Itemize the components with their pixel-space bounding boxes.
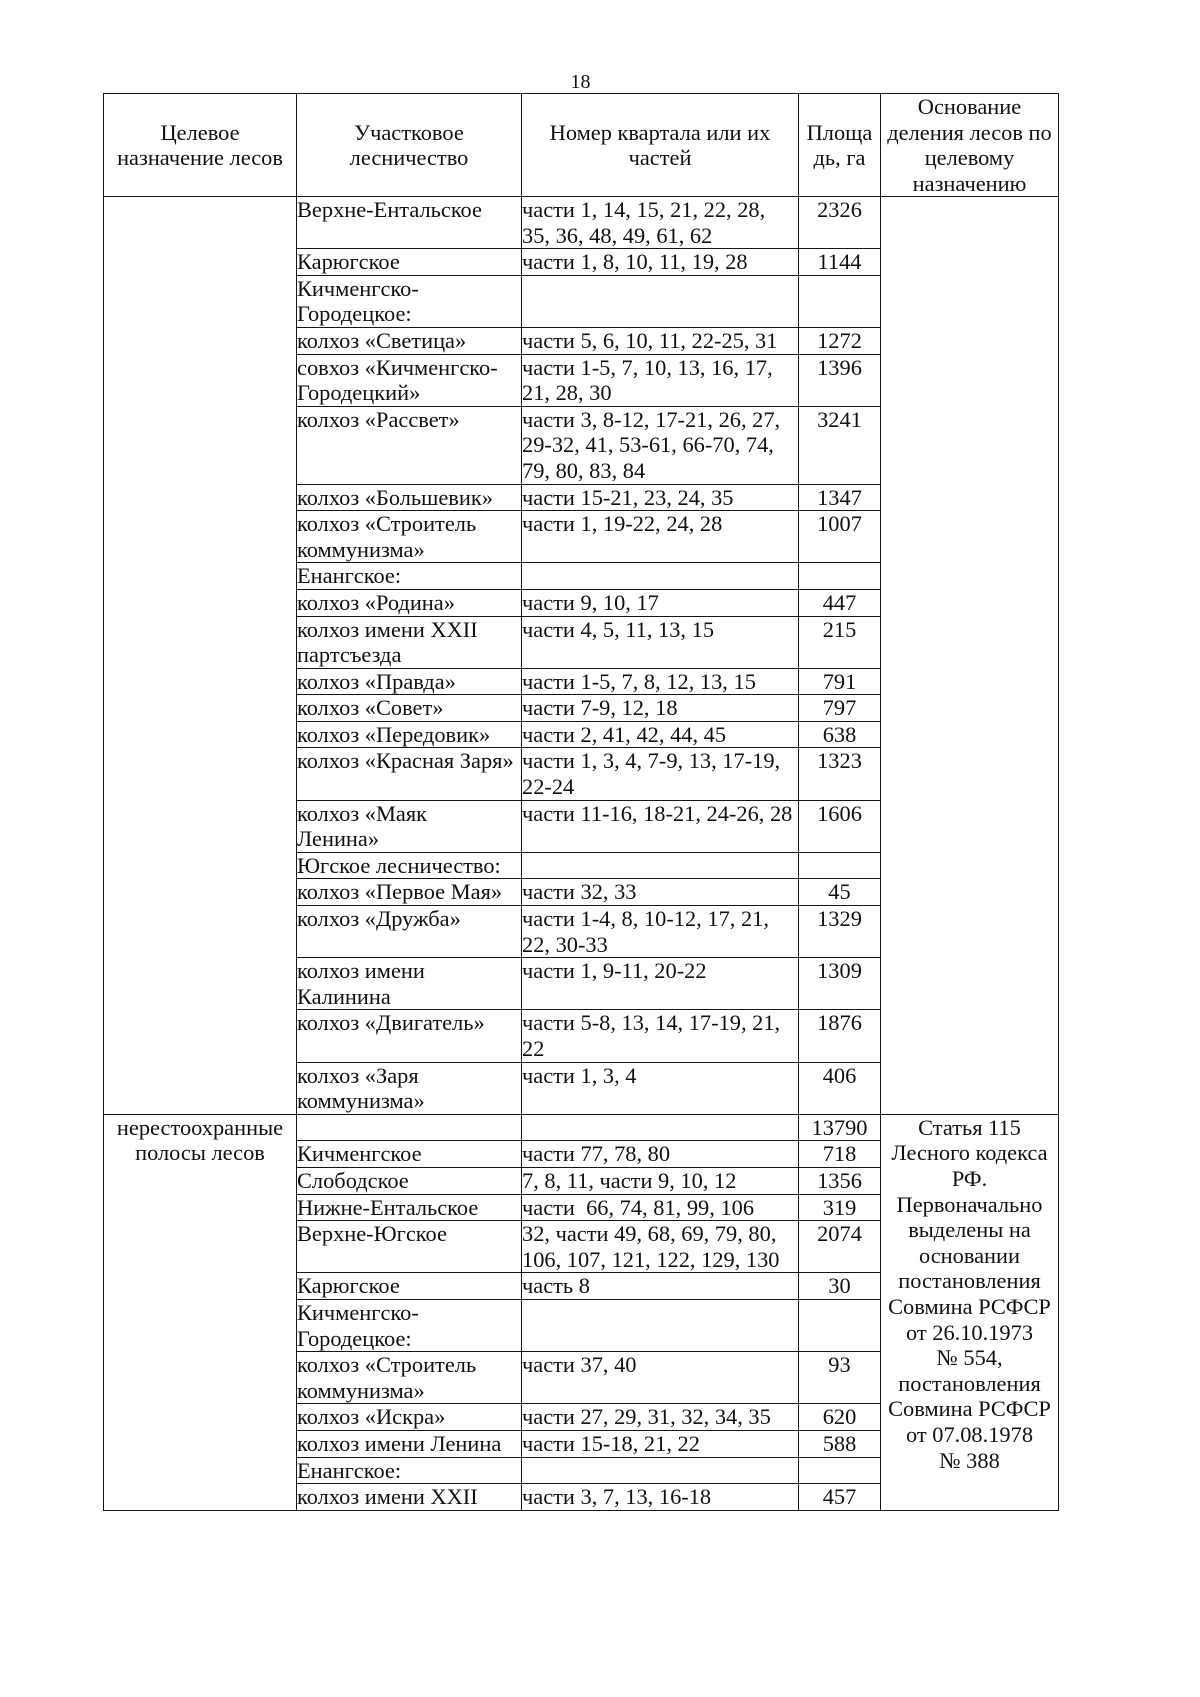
basis-cell bbox=[881, 197, 1059, 1115]
area-cell: 319 bbox=[799, 1194, 881, 1221]
area-cell: 791 bbox=[799, 668, 881, 695]
district-cell: Верхне-Ентальское bbox=[297, 197, 522, 249]
area-cell: 2326 bbox=[799, 197, 881, 249]
district-cell: Слободское bbox=[297, 1167, 522, 1194]
district-cell: Югское лесничество: bbox=[297, 852, 522, 879]
area-cell: 2074 bbox=[799, 1221, 881, 1273]
table-header bbox=[104, 94, 1059, 197]
header-basis: Основание деления лесов по целевому назначению bbox=[881, 94, 1059, 197]
area-cell bbox=[799, 563, 881, 590]
header-area: Площа дь, га bbox=[799, 94, 881, 197]
district-cell: колхоз «Передовик» bbox=[297, 721, 522, 748]
area-cell: 30 bbox=[799, 1273, 881, 1300]
district-cell: колхоз «Первое Мая» bbox=[297, 879, 522, 906]
area-cell: 588 bbox=[799, 1430, 881, 1457]
area-cell: 13790 bbox=[799, 1114, 881, 1141]
quarters-cell: части 5-8, 13, 14, 17-19, 21, 22 bbox=[522, 1010, 799, 1062]
district-cell: колхоз «Строитель коммунизма» bbox=[297, 1352, 522, 1404]
district-cell: колхоз «Дружба» bbox=[297, 906, 522, 958]
quarters-cell: части 15-18, 21, 22 bbox=[522, 1430, 799, 1457]
area-cell: 406 bbox=[799, 1062, 881, 1114]
area-cell bbox=[799, 852, 881, 879]
district-cell: колхоз имени XXII bbox=[297, 1484, 522, 1511]
area-cell: 1329 bbox=[799, 906, 881, 958]
quarters-cell: части 11-16, 18-21, 24-26, 28 bbox=[522, 800, 799, 852]
quarters-cell: части 2, 41, 42, 44, 45 bbox=[522, 721, 799, 748]
district-cell: колхоз имени Ленина bbox=[297, 1430, 522, 1457]
quarters-cell: 32, части 49, 68, 69, 79, 80, 106, 107, 121, 122, 129, 130 bbox=[522, 1221, 799, 1273]
district-cell: совхоз «Кичменгско- Городецкий» bbox=[297, 354, 522, 406]
quarters-cell: части 3, 7, 13, 16-18 bbox=[522, 1484, 799, 1511]
district-cell: колхоз имени XXII партсъезда bbox=[297, 616, 522, 668]
quarters-cell bbox=[522, 1457, 799, 1484]
quarters-cell: 7, 8, 11, части 9, 10, 12 bbox=[522, 1167, 799, 1194]
quarters-cell: часть 8 bbox=[522, 1273, 799, 1300]
quarters-cell: части 66, 74, 81, 99, 106 bbox=[522, 1194, 799, 1221]
quarters-cell bbox=[522, 275, 799, 327]
district-cell: Енангское: bbox=[297, 1457, 522, 1484]
quarters-cell bbox=[522, 563, 799, 590]
area-cell: 718 bbox=[799, 1141, 881, 1168]
area-cell: 3241 bbox=[799, 406, 881, 484]
district-cell bbox=[297, 1114, 522, 1141]
district-cell: Карюгское bbox=[297, 1273, 522, 1300]
area-cell: 620 bbox=[799, 1404, 881, 1431]
quarters-cell: части 3, 8-12, 17-21, 26, 27, 29-32, 41, 53-61, 66-70, 74, 79, 80, 83, 84 bbox=[522, 406, 799, 484]
quarters-cell: части 1-4, 8, 10-12, 17, 21, 22, 30-33 bbox=[522, 906, 799, 958]
area-cell: 447 bbox=[799, 589, 881, 616]
district-cell: колхоз «Маяк Ленина» bbox=[297, 800, 522, 852]
quarters-cell bbox=[522, 852, 799, 879]
purpose-cell: нерестоохранные полосы лесов bbox=[104, 1114, 297, 1510]
district-cell: Кичменгское bbox=[297, 1141, 522, 1168]
quarters-cell: части 9, 10, 17 bbox=[522, 589, 799, 616]
area-cell: 1144 bbox=[799, 249, 881, 276]
district-cell: колхоз «Родина» bbox=[297, 589, 522, 616]
district-cell: колхоз «Рассвет» bbox=[297, 406, 522, 484]
quarters-cell bbox=[522, 1114, 799, 1141]
district-cell: Нижне-Ентальское bbox=[297, 1194, 522, 1221]
area-cell: 797 bbox=[799, 695, 881, 722]
header-quarters: Номер квартала или их частей bbox=[522, 94, 799, 197]
header-purpose: Целевое назначение лесов bbox=[104, 94, 297, 197]
quarters-cell: части 77, 78, 80 bbox=[522, 1141, 799, 1168]
header-district: Участковое лесничество bbox=[297, 94, 522, 197]
quarters-cell: части 1, 3, 4 bbox=[522, 1062, 799, 1114]
quarters-cell: части 1, 14, 15, 21, 22, 28, 35, 36, 48, 49, 61, 62 bbox=[522, 197, 799, 249]
area-cell bbox=[799, 275, 881, 327]
quarters-cell: части 1, 3, 4, 7-9, 13, 17-19, 22-24 bbox=[522, 748, 799, 800]
table-body bbox=[104, 197, 1059, 1511]
district-cell: Кичменгско- Городецкое: bbox=[297, 1299, 522, 1351]
forest-purpose-table bbox=[103, 93, 1059, 1511]
district-cell: Енангское: bbox=[297, 563, 522, 590]
quarters-cell: части 15-21, 23, 24, 35 bbox=[522, 484, 799, 511]
district-cell: колхоз «Правда» bbox=[297, 668, 522, 695]
area-cell: 1606 bbox=[799, 800, 881, 852]
quarters-cell: части 1, 8, 10, 11, 19, 28 bbox=[522, 249, 799, 276]
quarters-cell: части 1-5, 7, 8, 12, 13, 15 bbox=[522, 668, 799, 695]
area-cell: 457 bbox=[799, 1484, 881, 1511]
area-cell: 93 bbox=[799, 1352, 881, 1404]
quarters-cell: части 5, 6, 10, 11, 22-25, 31 bbox=[522, 327, 799, 354]
district-cell: Кичменгско- Городецкое: bbox=[297, 275, 522, 327]
district-cell: колхоз «Совет» bbox=[297, 695, 522, 722]
area-cell: 1876 bbox=[799, 1010, 881, 1062]
quarters-cell: части 4, 5, 11, 13, 15 bbox=[522, 616, 799, 668]
district-cell: колхоз «Заря коммунизма» bbox=[297, 1062, 522, 1114]
quarters-cell: части 27, 29, 31, 32, 34, 35 bbox=[522, 1404, 799, 1431]
area-cell: 1347 bbox=[799, 484, 881, 511]
area-cell: 1272 bbox=[799, 327, 881, 354]
district-cell: колхоз «Искра» bbox=[297, 1404, 522, 1431]
quarters-cell: части 1-5, 7, 10, 13, 16, 17, 21, 28, 30 bbox=[522, 354, 799, 406]
district-cell: колхоз «Строитель коммунизма» bbox=[297, 511, 522, 563]
district-cell: колхоз имени Калинина bbox=[297, 958, 522, 1010]
header-row bbox=[104, 94, 1059, 197]
table-row bbox=[104, 197, 1059, 249]
area-cell: 1323 bbox=[799, 748, 881, 800]
quarters-cell: части 1, 9-11, 20-22 bbox=[522, 958, 799, 1010]
page-number: 18 bbox=[570, 71, 591, 93]
district-cell: колхоз «Светица» bbox=[297, 327, 522, 354]
quarters-cell: части 7-9, 12, 18 bbox=[522, 695, 799, 722]
quarters-cell bbox=[522, 1299, 799, 1351]
district-cell: колхоз «Большевик» bbox=[297, 484, 522, 511]
area-cell bbox=[799, 1457, 881, 1484]
area-cell: 1007 bbox=[799, 511, 881, 563]
area-cell: 1396 bbox=[799, 354, 881, 406]
quarters-cell: части 1, 19-22, 24, 28 bbox=[522, 511, 799, 563]
area-cell: 1356 bbox=[799, 1167, 881, 1194]
area-cell: 638 bbox=[799, 721, 881, 748]
area-cell: 1309 bbox=[799, 958, 881, 1010]
purpose-cell bbox=[104, 197, 297, 1115]
area-cell: 45 bbox=[799, 879, 881, 906]
area-cell bbox=[799, 1299, 881, 1351]
district-cell: колхоз «Красная Заря» bbox=[297, 748, 522, 800]
quarters-cell: части 37, 40 bbox=[522, 1352, 799, 1404]
district-cell: Карюгское bbox=[297, 249, 522, 276]
quarters-cell: части 32, 33 bbox=[522, 879, 799, 906]
table-row bbox=[104, 1114, 1059, 1141]
basis-cell: Статья 115 Лесного кодекса РФ. Первоначально выделены на основании постановления Совмина РСФСР от 26.10.1973 № 554, постановления Совмина РСФСР от 07.08.1978 № 388 bbox=[881, 1114, 1059, 1510]
area-cell: 215 bbox=[799, 616, 881, 668]
district-cell: колхоз «Двигатель» bbox=[297, 1010, 522, 1062]
district-cell: Верхне-Югское bbox=[297, 1221, 522, 1273]
